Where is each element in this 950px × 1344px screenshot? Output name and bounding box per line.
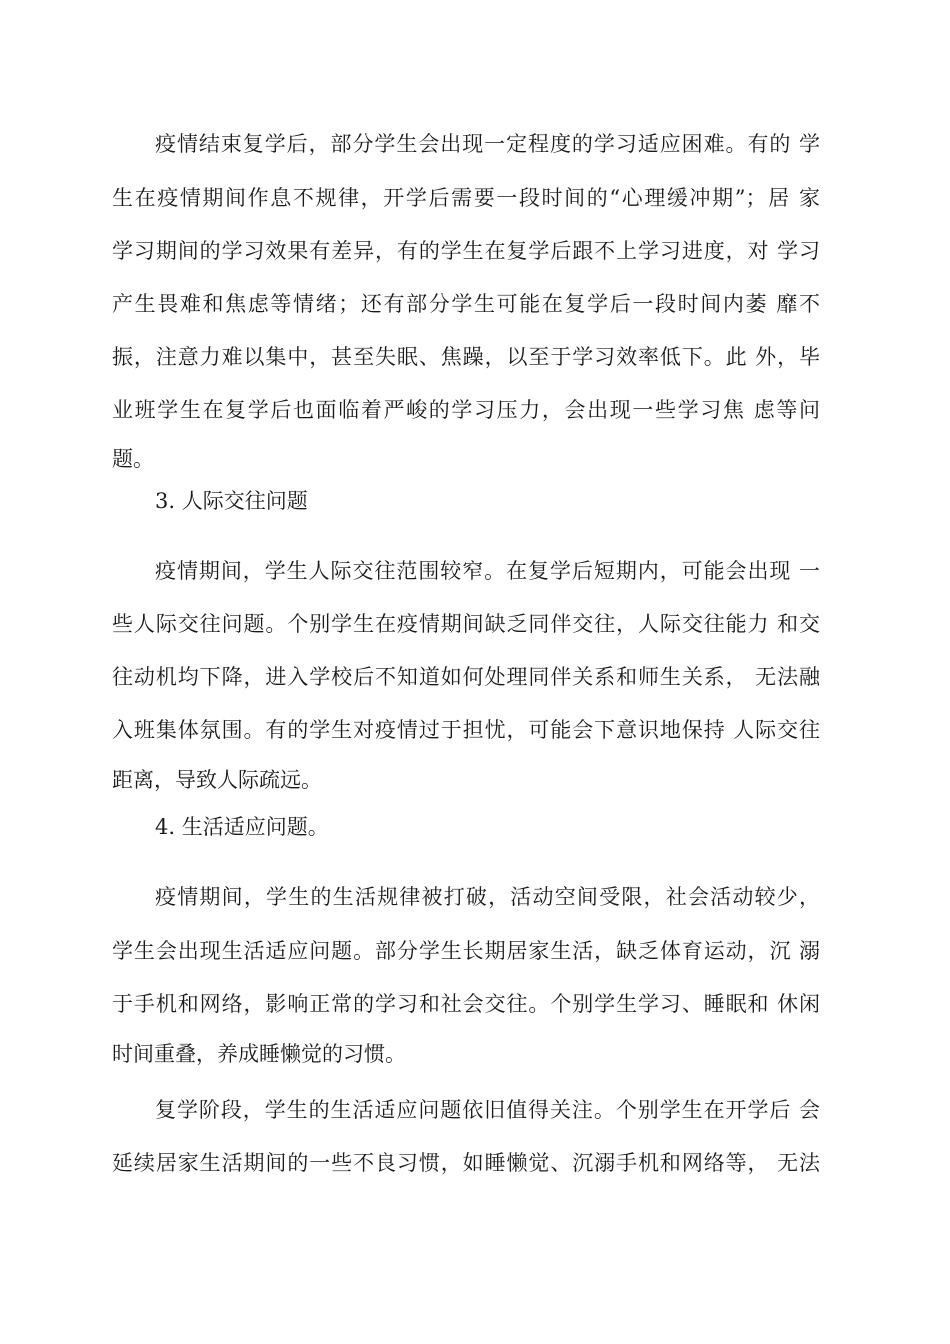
section-heading-3: 3. 人际交往问题 xyxy=(155,489,308,513)
paragraph-1-line-7: 题。 xyxy=(112,447,154,471)
paragraph-3-line-3: 于手机和网络，影响正常的学习和社会交往。个别学生学习、睡眠和 休闲 xyxy=(112,992,820,1016)
paragraph-4-line-2: 延续居家生活期间的一些不良习惯，如睡懒觉、沉溺手机和网络等， 无法 xyxy=(112,1151,820,1175)
paragraph-3-line-4: 时间重叠，养成睡懒觉的习惯。 xyxy=(112,1042,406,1066)
paragraph-4-line-1: 复学阶段，学生的生活适应问题依旧值得关注。个别学生在开学后 会 xyxy=(155,1098,820,1122)
paragraph-3-line-2: 学生会出现生活适应问题。部分学生长期居家生活，缺乏体育运动，沉 溺 xyxy=(112,939,820,963)
paragraph-1-line-6: 业班学生在复学后也面临着严峻的学习压力，会出现一些学习焦 虑等问 xyxy=(112,398,820,422)
paragraph-1-line-5: 振，注意力难以集中，甚至失眠、焦躁，以至于学习效率低下。此 外，毕 xyxy=(112,345,820,369)
paragraph-2-line-4: 入班集体氛围。有的学生对疫情过于担忧，可能会下意识地保持 人际交往 xyxy=(112,718,820,742)
section-heading-4: 4. 生活适应问题。 xyxy=(155,815,329,839)
paragraph-2-line-3: 往动机均下降，进入学校后不知道如何处理同伴关系和师生关系， 无法融 xyxy=(112,665,820,689)
paragraph-2-line-2: 些人际交往问题。个别学生在疫情期间缺乏同伴交往，人际交往能力 和交 xyxy=(112,612,820,636)
paragraph-1-line-3: 学习期间的学习效果有差异，有的学生在复学后跟不上学习进度，对 学习 xyxy=(112,239,820,263)
paragraph-1-line-4: 产生畏难和焦虑等情绪；还有部分学生可能在复学后一段时间内萎 靡不 xyxy=(112,292,820,316)
paragraph-2-line-5: 距离，导致人际疏远。 xyxy=(112,768,322,792)
paragraph-1-line-1: 疫情结束复学后，部分学生会出现一定程度的学习适应困难。有的 学 xyxy=(155,132,820,156)
paragraph-1-line-2: 生在疫情期间作息不规律，开学后需要一段时间的“心理缓冲期”；居 家 xyxy=(112,186,820,210)
paragraph-3-line-1: 疫情期间，学生的生活规律被打破，活动空间受限，社会活动较少， xyxy=(155,885,820,909)
paragraph-2-line-1: 疫情期间，学生人际交往范围较窄。在复学后短期内，可能会出现 一 xyxy=(155,559,820,583)
